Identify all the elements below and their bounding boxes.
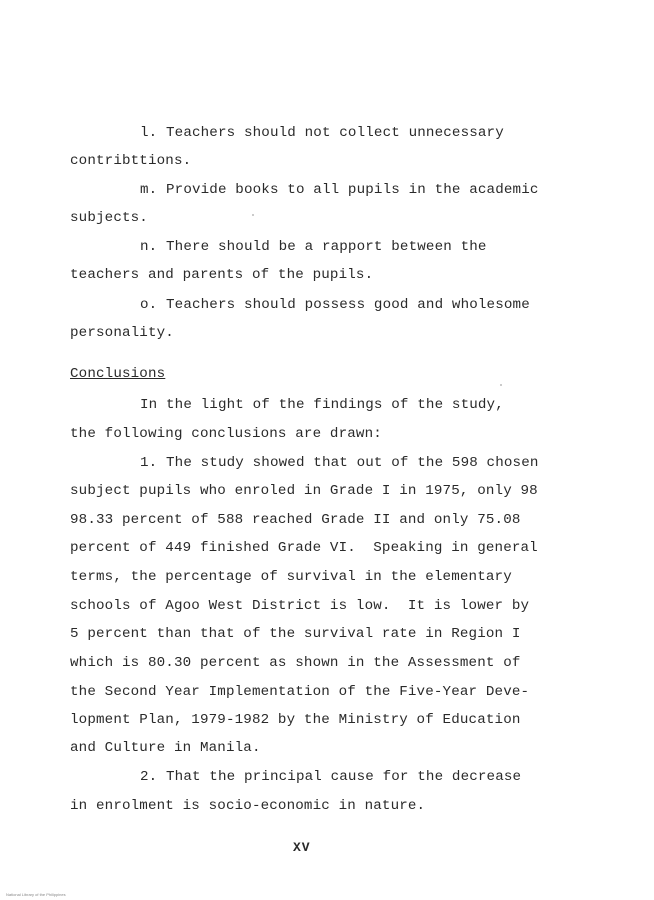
footer-note: National Library of the Philippines xyxy=(6,892,66,897)
item-m-line2: subjects. xyxy=(70,210,148,226)
point1-line3: 98.33 percent of 588 reached Grade II and only 75.08 xyxy=(70,512,521,528)
point2-line1: 2. That the principal cause for the decrease xyxy=(140,769,522,785)
paper-speck xyxy=(500,384,502,386)
point1-line5: terms, the percentage of survival in the elementary xyxy=(70,569,512,585)
intro-line1: In the light of the findings of the study, xyxy=(140,397,504,413)
point2-line2: in enrolment is socio-economic in nature. xyxy=(70,798,426,814)
point1-line2: subject pupils who enroled in Grade I in 1975, only 98 xyxy=(70,483,538,499)
point1-line7: 5 percent than that of the survival rate in Region I xyxy=(70,626,521,642)
paper-speck xyxy=(252,214,254,216)
point1-line10: lopment Plan, 1979-1982 by the Ministry of Education xyxy=(70,712,521,728)
item-n-line2: teachers and parents of the pupils. xyxy=(70,267,374,283)
conclusions-heading: Conclusions xyxy=(70,366,166,382)
item-m-line1: m. Provide books to all pupils in the academic xyxy=(140,182,539,198)
point1-line9: the Second Year Implementation of the Five-Year Deve- xyxy=(70,684,530,700)
point1-line1: 1. The study showed that out of the 598 chosen xyxy=(140,455,539,471)
item-l-line1: l. Teachers should not collect unnecessary xyxy=(140,125,504,141)
point1-line11: and Culture in Manila. xyxy=(70,740,261,756)
point1-line6: schools of Agoo West District is low. It is lower by xyxy=(70,598,530,614)
page-number: XV xyxy=(293,840,311,855)
item-o-line2: personality. xyxy=(70,325,174,341)
item-n-line1: n. There should be a rapport between the xyxy=(140,239,487,255)
intro-line2: the following conclusions are drawn: xyxy=(70,426,382,442)
item-o-line1: o. Teachers should possess good and wholesome xyxy=(140,297,530,313)
point1-line4: percent of 449 finished Grade VI. Speaking in general xyxy=(70,540,538,556)
point1-line8: which is 80.30 percent as shown in the Assessment of xyxy=(70,655,521,671)
item-l-line2: contribttions. xyxy=(70,153,192,169)
